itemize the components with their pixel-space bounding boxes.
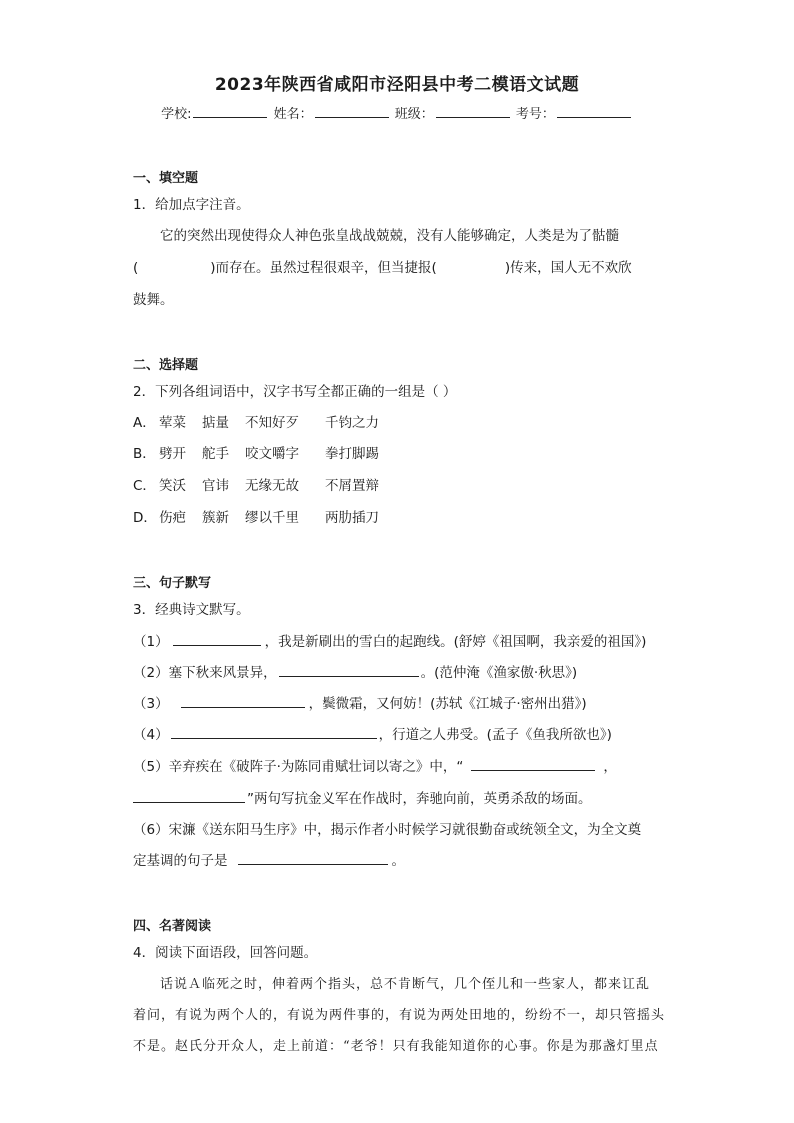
- option-word: 劈开: [159, 446, 186, 462]
- option-word: 掂量: [202, 415, 229, 431]
- option-word: 官讳: [202, 478, 229, 494]
- dictation-text: 定基调的句子是: [133, 853, 228, 869]
- answer-blank[interactable]: [471, 756, 595, 771]
- q1-text-mid: )而存在。虽然过程很艰辛，但当捷报(: [210, 260, 437, 276]
- school-label: 学校:: [161, 107, 192, 122]
- dictation-3: [133, 692, 587, 712]
- answer-blank[interactable]: [133, 788, 245, 803]
- dictation-6: （6）宋濂《送东阳马生序》中，揭示作者小时候学习就很勤奋或统领全文，为全文奠: [133, 822, 642, 838]
- question-3: 3．经典诗文默写。: [133, 602, 250, 618]
- passage-line-1: 话说Ａ临死之时，伸着两个指头，总不肯断气，几个侄儿和一些家人，都来讧乱: [160, 977, 651, 992]
- page-title: 2023年陕西省咸阳市泾阳县中考二模语文试题: [214, 75, 580, 95]
- section-heading-reading: 四、名著阅读: [133, 919, 212, 934]
- school-blank[interactable]: [193, 105, 267, 118]
- dictation-number: （1）: [133, 634, 169, 650]
- option-b[interactable]: [133, 442, 379, 462]
- q1-text-end: )传来，国人无不欢欣: [504, 260, 632, 276]
- q1-text-line-3: 鼓舞。: [133, 292, 174, 308]
- option-word: 两肋插刀: [325, 510, 379, 526]
- option-c[interactable]: [133, 474, 379, 494]
- answer-blank[interactable]: [279, 662, 419, 677]
- passage-line-2: 着问，有说为两个人的，有说为两件事的，有说为两处田地的，纷纷不一，却只管摇头: [133, 1008, 666, 1023]
- option-d[interactable]: [133, 506, 379, 526]
- dictation-4: [133, 723, 612, 743]
- passage-line-3: 不是。赵氏分开众人，走上前道：“老爷！只有我能知道你的心事。你是为那盏灯里点: [133, 1039, 659, 1054]
- name-blank[interactable]: [315, 105, 389, 118]
- section-heading-dictation: 三、句子默写: [133, 576, 212, 591]
- question-2: 2．下列各组词语中，汉字书写全都正确的一组是（ ）: [133, 384, 457, 400]
- dictation-text: ，: [603, 759, 617, 775]
- q1-text-line-1: 它的突然出现使得众人神色张皇战战兢兢，没有人能够确定，人类是为了骷髓: [160, 228, 619, 244]
- dictation-text: ”两句写抗金义军在作战时，奔驰向前，英勇杀敌的场面。: [247, 791, 592, 807]
- option-word: 簇新: [202, 510, 229, 526]
- option-word: 笑沃: [159, 478, 186, 494]
- dictation-text: 。: [391, 853, 405, 869]
- section-heading-fill: 一、填空题: [133, 171, 199, 186]
- section-heading-choice: 二、选择题: [133, 358, 199, 373]
- dictation-1: [133, 630, 646, 650]
- option-word: 舵手: [202, 446, 229, 462]
- option-word: 不知好歹: [245, 415, 299, 431]
- dictation-number: （4）: [133, 727, 169, 743]
- dictation-text: （2）塞下秋来风景异，: [133, 665, 277, 681]
- answer-blank[interactable]: [238, 850, 388, 865]
- class-label: 班级：: [394, 107, 434, 122]
- dictation-text: （5）辛弃疾在《破阵子·为陈同甫赋壮词以寄之》中，“: [133, 759, 464, 775]
- dictation-6-cont: [133, 849, 405, 869]
- class-blank[interactable]: [436, 105, 510, 118]
- option-word: 荤菜: [159, 415, 186, 431]
- option-letter: C．: [133, 478, 156, 494]
- paren-open: (: [133, 260, 139, 276]
- q1-text-line-2: [133, 256, 632, 276]
- dictation-5-cont: [133, 787, 592, 807]
- option-word: 咬文嚼字: [245, 446, 299, 462]
- dictation-text: 。(范仲淹《渔家傲·秋思》): [420, 665, 578, 681]
- answer-blank[interactable]: [171, 724, 377, 739]
- option-letter: B．: [133, 446, 156, 462]
- id-label: 考号：: [515, 107, 555, 122]
- dictation-2: [133, 661, 577, 681]
- student-info-row: [0, 103, 794, 122]
- dictation-text: ，鬓微霜，又何妨！(苏轼《江城子·密州出猎》): [308, 696, 587, 712]
- option-word: 拳打脚踢: [325, 446, 379, 462]
- id-blank[interactable]: [557, 105, 631, 118]
- dictation-5: [133, 755, 617, 775]
- question-1: 1．给加点字注音。: [133, 197, 250, 213]
- dictation-number: （3）: [133, 696, 169, 712]
- answer-blank[interactable]: [181, 693, 305, 708]
- option-a[interactable]: [133, 411, 379, 431]
- option-letter: D．: [133, 510, 157, 526]
- name-label: 姓名：: [273, 107, 313, 122]
- dictation-text: ，行道之人弗受。(孟子《鱼我所欲也》): [378, 727, 612, 743]
- option-letter: A．: [133, 415, 156, 431]
- option-word: 缪以千里: [245, 510, 299, 526]
- question-4: 4．阅读下面语段，回答问题。: [133, 945, 318, 961]
- option-word: 伤疤: [159, 510, 186, 526]
- option-word: 无缘无故: [245, 478, 299, 494]
- option-word: 不屑置辩: [325, 478, 379, 494]
- answer-blank[interactable]: [173, 631, 261, 646]
- dictation-text: ，我是新刷出的雪白的起跑线。(舒婷《祖国啊，我亲爱的祖国》): [264, 634, 647, 650]
- option-word: 千钧之力: [325, 415, 379, 431]
